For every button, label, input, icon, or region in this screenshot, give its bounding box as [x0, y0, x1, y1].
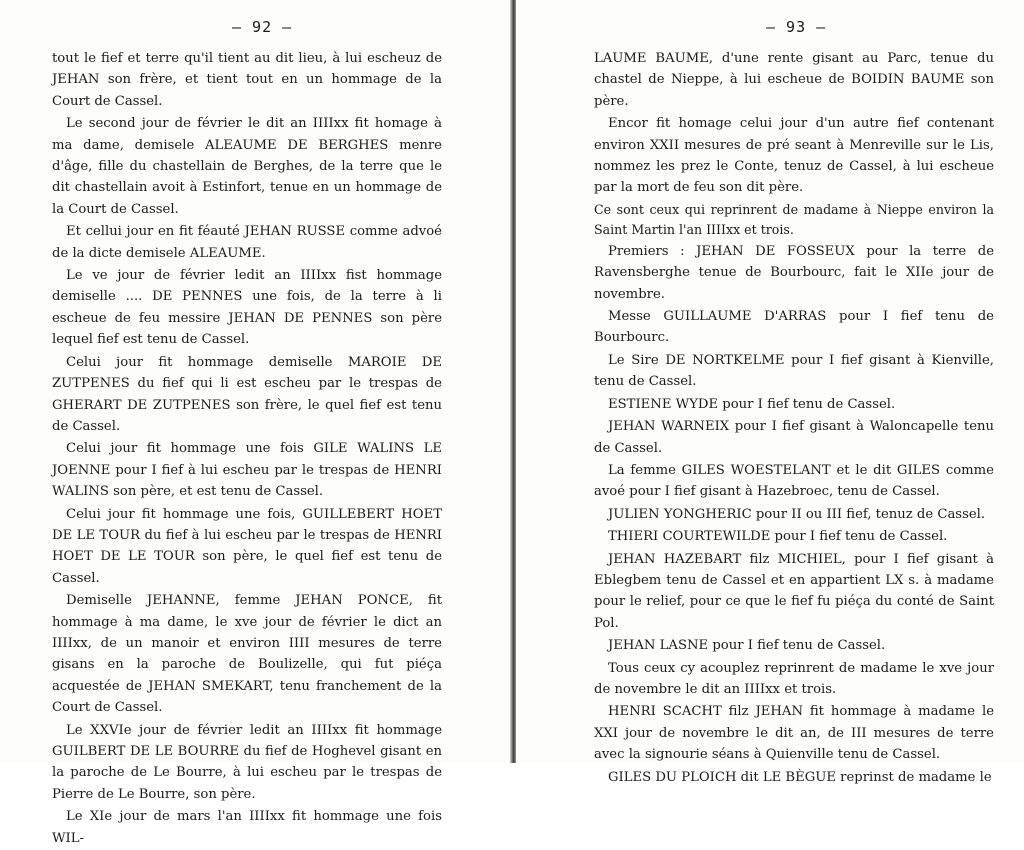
section-heading: Ce sont ceux qui reprinrent de madame à Nieppe environ la Saint Martin l'an IIIIxx et trois.: [594, 201, 994, 237]
right-page: [516, 0, 1024, 785]
entry: Tous ceux cy acouplez reprinrent de madame le xve jour de novembre le dit an IIIIxx et trois.: [594, 660, 994, 697]
left-text-column: [52, 48, 442, 850]
entry: ESTIENE WYDE pour I fief tenu de Cassel.: [608, 396, 896, 412]
entry: JEHAN HAZEBART filz MICHIEL, pour I fief gisant à Eblegbem tenu de Cassel et en appartient LX s. à madame pour le relief, pour ce que le fief fu piéça du conté de Saint Pol.: [594, 551, 994, 631]
paragraph: Celui jour fit hommage une fois, GUILLEBERT HOET DE LE TOUR du fief à lui escheu par le trespas de HENRI HOET DE LE TOUR son père, le quel fief est tenu de Cassel.: [52, 506, 442, 586]
paragraph: LAUME BAUME, d'une rente gisant au Parc, tenue du chastel de Nieppe, à lui escheue de BOIDIN BAUME son père.: [594, 51, 994, 109]
entry: HENRI SCACHT filz JEHAN fit hommage à madame le XXI jour de novembre le dit an, de III mesures de terre avec la signourie séans à Quienville tenu de Cassel.: [594, 704, 994, 763]
paragraph: Celui jour fit hommage demiselle MAROIE DE ZUTPENES du fief qui li est escheu par le trespas de GHERART DE ZUTPENES son frère, le quel fief est tenu de Cassel.: [52, 354, 442, 434]
paragraph: Le XXVIe jour de février ledit an IIIIxx fit hommage GUILBERT DE LE BOURRE du fief de Hoghevel gisant en la paroche de Le Bourre, à lui escheu par le trespas de Pierre de Le Bourre, son père.: [52, 722, 442, 802]
paragraph: Celui jour fit hommage une fois GILE WALINS LE JOENNE pour I fief à lui escheu par le trespas de HENRI WALINS son père, et est tenu de Cassel.: [52, 441, 442, 500]
paragraph: Demiselle JEHANNE, femme JEHAN PONCE, fit hommage à ma dame, le xve jour de février le dict an IIIIxx, de un manoir et environ IIII mesures de terre gisans en la paroche de Boulizelle, qui fut piéça acquestée de JEHAN SMEKART, tenu franchement de la Court de Cassel.: [52, 593, 442, 716]
entry: JEHAN WARNEIX pour I fief gisant à Waloncapelle tenu de Cassel.: [594, 419, 994, 456]
paragraph: Le XIe jour de mars l'an IIIIxx fit hommage une fois WIL-: [52, 809, 442, 846]
page-number: — 92 —: [232, 18, 293, 36]
entry: THIERI COURTEWILDE pour I fief tenu de Cassel.: [608, 529, 948, 545]
page-number: — 93 —: [766, 18, 827, 36]
right-text-column: [594, 48, 994, 789]
entry: La femme GILES WOESTELANT et le dit GILES comme avoé pour I fief gisant à Hazebroec, tenu de Cassel.: [594, 462, 994, 500]
entry: Messe GUILLAUME D'ARRAS pour I fief tenu de Bourbourc.: [594, 309, 994, 346]
paragraph: Et cellui jour en fit féauté JEHAN RUSSE comme advoé de la dicte demisele ALEAUME.: [52, 224, 442, 261]
entry: JEHAN LASNE pour I fief tenu de Cassel.: [608, 638, 886, 654]
left-page: [0, 0, 512, 846]
paragraph: Le ve jour de février ledit an IIIIxx fist hommage demiselle .... DE PENNES une fois, de la terre à li escheue de feu messire JEHAN DE PENNES son père lequel fief est tenu de Cassel.: [52, 268, 442, 348]
entry: GILES DU PLOICH dit LE BÈGUE reprinst de madame le: [608, 769, 992, 785]
entry: Le Sire DE NORTKELME pour I fief gisant à Kienville, tenu de Cassel.: [594, 352, 994, 390]
paragraph: tout le fief et terre qu'il tient au dit lieu, à lui escheuz de JEHAN son frère, et tient tout en un hommage de la Court de Cassel.: [52, 51, 442, 109]
entry: Premiers : JEHAN DE FOSSEUX pour la terre de Ravensberghe tenue de Bourbourc, fait le XIIe jour de novembre.: [594, 243, 994, 302]
paragraph: Le second jour de février le dit an IIIIxx fit homage à ma dame, demisele ALEAUME DE BERGHES menre d'âge, fille du chastellain de Berghes, de la terre que le dit chastellain avoit à Estinfort, tenue en un hommage de la Court de Cassel.: [52, 116, 442, 217]
entry: JULIEN YONGHERIC pour II ou III fief, tenuz de Cassel.: [608, 506, 986, 522]
paragraph: Encor fit homage celui jour d'un autre fief contenant environ XXII mesures de pré seant à Menreville sur le Lis, nommez les prez le Conte, tenuz de Cassel, à lui escheue par la mort de feu son dit père.: [594, 116, 994, 196]
